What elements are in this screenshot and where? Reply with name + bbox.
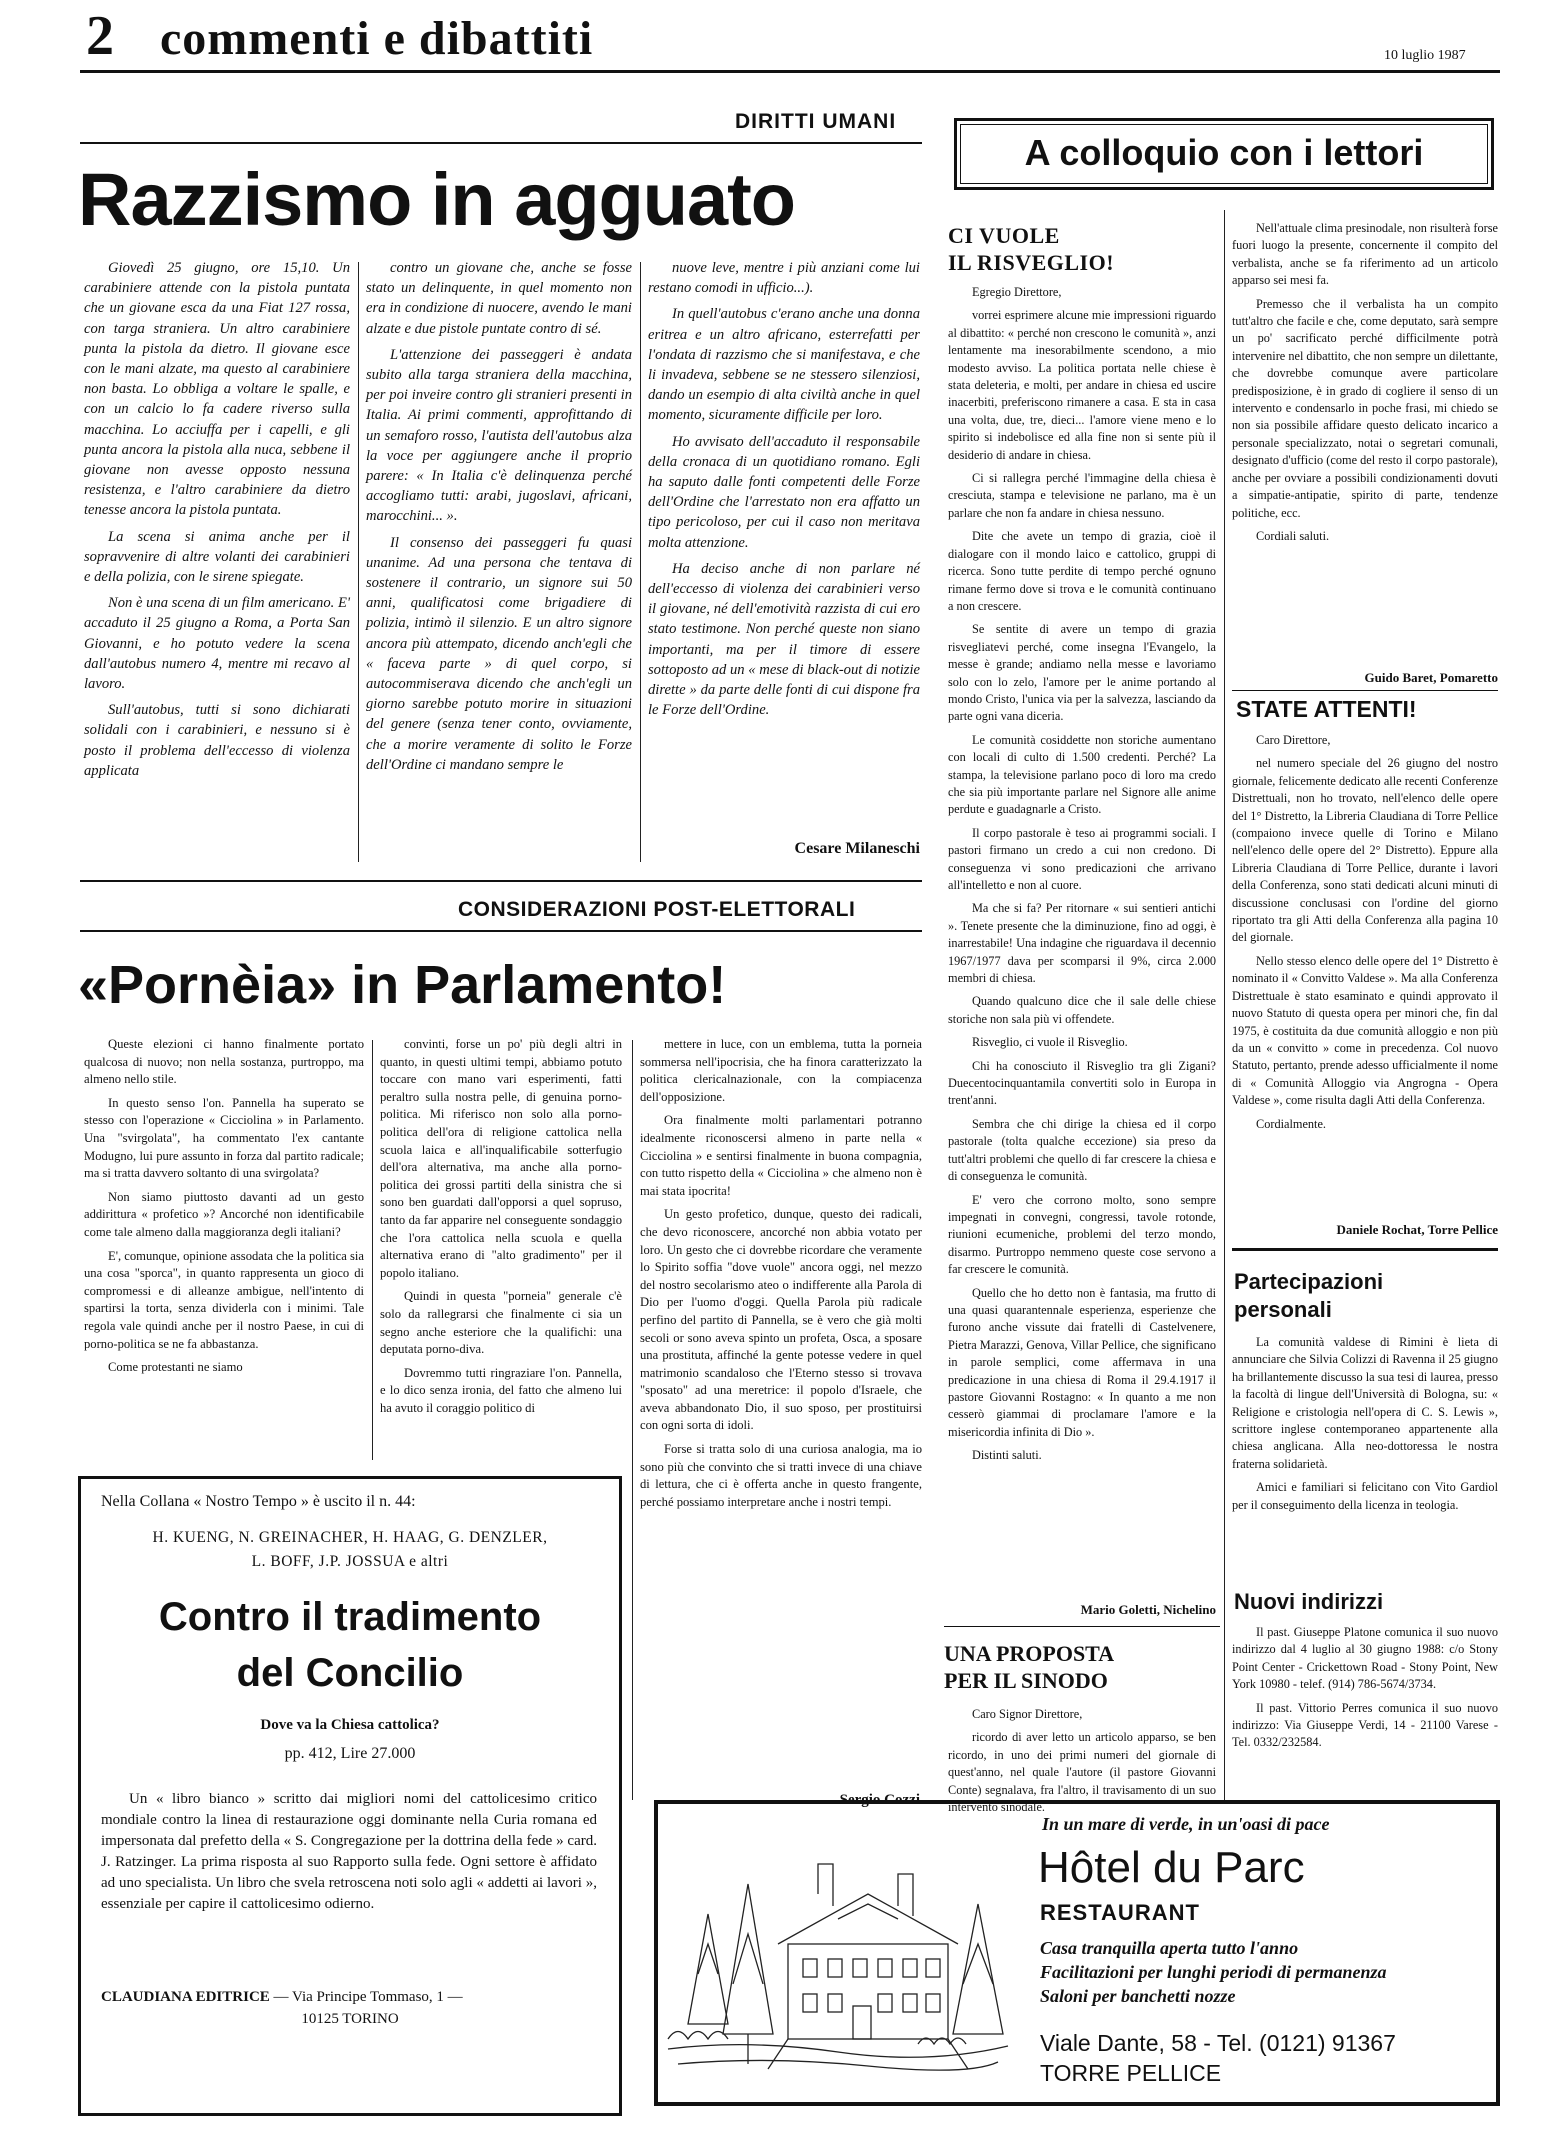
letters-box-title: A colloquio con i lettori — [1024, 132, 1424, 173]
article2-signature: Sergio Cozzi — [839, 1792, 920, 1808]
paragraph: Giovedì 25 giugno, ore 15,10. Un carabiniere attende con la pistola puntata che un giovane esca da una Fiat 127 rossa, con targa straniera. Un altro carabiniere punta la pistola da dietro. Il giovane esce con le mani alzate, ma questo al carabiniere non basta. Lo obbliga a voltare le spalle, e con un calcio lo fa cadere riverso sulla macchina. Lo acciuffa per i capelli, e gli punta ancora la pistola alla nuca, sebbene il giovane non avesse opposto nessuna resistenza, e l'altro carabiniere da dietro tenesse ancora la pistola puntata. — [84, 260, 350, 519]
book-ad-subtitle: Dove va la Chiesa cattolica? — [260, 1717, 440, 1733]
book-ad-body: Un « libro bianco » scritto dai migliori nomi del cattolicesimo critico mondiale contro la linea di restaurazione oggi dominante nella Curia romana ed impersonata dal prefetto della « S. Congregazione per la dottrina della fede » card. J. Ratzinger. La prima risposta al suo Rapporto sulla fede. Ogni settore è affidato ad uno specialista. Un libro che svela retroscena noti solo agli « addetti ai lavori », essenziale per capire il cattolicesimo odierno. — [101, 1791, 597, 1912]
paragraph: Le comunità cosiddette non storiche aumentano con locali di culto di 1.500 credenti. Perché? La stampa, la televisione parlano poco di loro ma credo che sia più importante parlare nel Signore alle anime perdute e guadagnarle a Cristo. — [948, 732, 1216, 817]
partecipazioni-body — [1232, 1334, 1498, 1580]
paragraph: Amici e familiari si felicitano con Vito Gardiol per il conseguimento della licenza in teologia. — [1232, 1480, 1498, 1512]
column-divider — [632, 1040, 633, 1800]
paragraph: Caro Signor Direttore, — [972, 1707, 1083, 1721]
indirizzi-title: Nuovi indirizzi — [1234, 1589, 1384, 1614]
article2-column-1 — [84, 1036, 364, 1466]
paragraph: ricordo di aver letto un articolo apparso, se ben ricordo, in uno dei primi numeri del giornale di quest'anno, nel quale l'autore (il pastore Giovanni Conte) segnalava, fra l'altro, il travisamento di un suo intervento sinodale. — [948, 1730, 1216, 1815]
article2-title: «Pornèia» in Parlamento! — [78, 955, 727, 1015]
paragraph: Il consenso dei passeggeri fu quasi unanime. Ad una persona che tentava di sostenere il contrario, un signore sui 50 anni, qualificatosi come brigadiere di polizia, intimò il silenzio. E un altro signore ancora più attempato, dicendo anch'egli che « faceva parte » di quel corpo, si autocommiserava dicendo che anch'egli un giorno sarebbe potuto morire in situazioni del genere (senza tener conto, ovviamente, che a morire veramente di solito le Forze dell'Ordine ci mandano sempre le — [366, 534, 632, 773]
paragraph: Ha deciso anche di non parlare né dell'eccesso di violenza dei carabinieri verso il giovane, né dell'emotività razzista di cui ero stato testimone. Non perché queste non siano importanti, ma per il timore di essere sottoposto ad un « mese di black-out di notizie dirette » da parte delle fonti di cui dispone fra le Forze dell'Ordine. — [648, 560, 920, 719]
paragraph: Distinti saluti. — [972, 1448, 1042, 1463]
letters-section-header — [954, 118, 1494, 190]
paragraph: Chi ha conosciuto il Risveglio tra gli Zigani? Duecentocinquantamila convertiti solo in Europa in trent'anni. — [948, 1058, 1216, 1108]
paragraph: Queste elezioni ci hanno finalmente portato qualcosa di nuovo; non nella sostanza, purtroppo, ma almeno nello stile. — [84, 1037, 364, 1087]
paragraph: Sull'autobus, tutti si sono dichiarati solidali con i carabinieri, e nessuno si è posto il problema dell'eccesso di violenza applicata — [84, 702, 350, 779]
paragraph: Dovremmo tutti ringraziare l'on. Pannella, e lo dico senza ironia, del fatto che almeno lui ha avuto il coraggio politico di — [380, 1365, 622, 1415]
paragraph: Un gesto profetico, dunque, questo dei radicali, che devo riconoscere, ancorché non abbia votato per loro. Un gesto che ci dovrebbe ricordare che veramente lo Spirito soffia "dove vuole" ancora oggi, nel mezzo del nostro secolarismo ateo o indifferente alla Parola di Dio per l'uomo d'oggi. Quella Parola più radicale perfino del partito di Pannella, se è vero che già molti secoli or sono aveva spinto un profeta, Osca, a sposare una prostituta, affinché la gente potesse vedere in quel matrimonio scandaloso che l'Eterno stesso si trovava "sposato" ad una meretrice: il popolo d'Israele, che aveva abbandonato Dio, il suo sposo, per prostituirsi con ogni sorta di idoli. — [640, 1207, 922, 1433]
paragraph: Il past. Giuseppe Platone comunica il suo nuovo indirizzo dal 4 luglio al 30 giugno 1988: c/o Stony Point Center - Crickettown Road - Stony Point, New York 10980 - telef. (914) 786-5674/3734. — [1232, 1625, 1498, 1692]
column-divider — [372, 1040, 373, 1460]
book-ad-price: pp. 412, Lire 27.000 — [284, 1745, 416, 1762]
partecipazioni-title-line: Partecipazioni — [1234, 1269, 1384, 1294]
paragraph: Egregio Direttore, — [972, 285, 1062, 299]
article1-column-2 — [366, 258, 632, 863]
column-divider — [1224, 210, 1225, 1800]
book-ad-intro: Nella Collana « Nostro Tempo » è uscito il n. 44: — [101, 1493, 416, 1510]
article1-title: Razzismo in agguato — [78, 158, 795, 241]
letter2-signature: Guido Baret, Pomaretto — [1364, 670, 1498, 685]
letter1-title — [948, 222, 1114, 276]
paragraph: Ma che si fa? Per ritornare « sui sentieri antichi ». Tenete presente che la diminuzione, fino ad oggi, è inarrestabile! Una indagine che riguardava il decennio 1967/1977 dava per scomparsi il 9%, circa 2.000 membri di chiesa. — [948, 901, 1216, 986]
article1-column-1 — [84, 258, 350, 863]
paragraph: contro un giovane che, anche se fosse stato un delinquente, in quel momento non era in condizione di nuocere, avendo le mani alzate e due pistole puntate contro di sé. — [366, 260, 632, 337]
letter3-end-rule — [1232, 1248, 1498, 1251]
partecipazioni-title — [1234, 1268, 1383, 1324]
paragraph: L'attenzione dei passeggeri è andata subito alla targa straniera della macchina, per poi inveire contro gli stranieri presenti in Italia. Ai primi commenti, approfittando di un semaforo rosso, l'autista dell'autobus alza la voce per aggiungere anche il proprio parere: « In Italia c'è delinquenza perché accogliamo tutti: arabi, jugoslavi, africani, marocchini... ». — [366, 346, 632, 525]
paragraph: nuove leve, mentre i più anziani come lui restano comodi in ufficio...). — [648, 260, 920, 297]
article1-kicker: DIRITTI UMANI — [735, 110, 897, 133]
letter2-body-part2 — [1232, 220, 1498, 640]
hotel-illustration — [668, 1824, 1008, 2074]
book-advertisement — [78, 1476, 622, 2116]
hotel-restaurant: RESTAURANT — [1040, 1900, 1200, 1925]
paragraph: nel numero speciale del 26 giugno del nostro giornale, felicemente dedicato alle recenti Conferenze Distrettuali, non ho trovato, nell'elenco delle opere del 1° Distretto, la Libreria Claudiana di Torre Pellice (compaiono invece quelle di Torino e Milano nell'elenco delle opere del 2° Distretto). Eppure alla Libreria Claudiana di Torre Pellice, durante i lavori della Conferenza, sono stati dedicati alcuni minuti di discussione conclusasi con l'ordine del giorno riportato tra gli Atti della Conferenza alla pagina 10 del giornale. — [1232, 756, 1498, 945]
letter3-body — [1232, 732, 1498, 1228]
paragraph: La scena si anima anche per il sopravvenire di altre volanti dei carabinieri e della polizia, con le sirene spiegate. — [84, 528, 350, 586]
hotel-tagline: In un mare di verde, in un'oasi di pace — [1042, 1814, 1330, 1834]
paragraph: Ho avvisato dell'accaduto il responsabile della cronaca di un quotidiano romano. Egli ha saputo dalle fonti competenti delle Forze dell'Ordine che l'arrestato non era affatto un tipo pericoloso, per cui il caso non meritava molta attenzione. — [648, 433, 920, 551]
paragraph: convinti, forse un po' più degli altri in quanto, in questi ultimi tempi, abbiamo potuto toccare con mano vari esperimenti, fatti peraltro sulla nostra pelle, di genuina porno-politica. Mi riferisco non solo alla porno-politica dell'ora di religione cattolica nella scuola laica e all'inqualificabile sotterfugio dell'ora alternativa, ma anche alla porno-politica dei grossi partiti della sinistra che si sono ben guardati dall'opporsi a quel sopruso, tanto da far apparire nel conseguente sondaggio che l'ora cattolica nella scuola e quella alternativa erano di "alto gradimento" per il popolo italiano. — [380, 1037, 622, 1280]
paragraph: Sembra che chi dirige la chiesa ed il corpo pastorale (tolta qualche eccezione) sia preso da tutt'altri problemi che quello di far crescere la chiesa e di conseguenza le comunità. — [948, 1116, 1216, 1184]
paragraph: Quello che ho detto non è fantasia, ma frutto di una quasi quarantennale esperienza, esperienze che furono anche vissute dai fratelli di Castelvenere, Pietra Marazzi, Genova, Villar Pellice, che significano in parole semplici, come affermava in una predicazione in una chiesa di Roma il 29.4.1917 il pastore Giovanni Rostagno: « In quanto a me non cesserò giammai di proclamare l'amore e la misericordia infinita di Dio ». — [948, 1285, 1216, 1439]
book-ad-publisher: CLAUDIANA EDITRICE — [101, 1989, 270, 2005]
paragraph: Nell'attuale clima presinodale, non risulterà forse fuori luogo la presente, concernente il compito del verbalista, anche se fa riferimento ad un articolo apparso sei mesi fa. — [1232, 221, 1498, 288]
article2-column-3 — [640, 1036, 922, 1804]
paragraph: Ora finalmente molti parlamentari potranno idealmente riconoscersi almeno in parte nella « Cicciolina » e sentirsi finalmente in buona compagnia, con tutto rispetto della « Cicciolina » che almeno non è mai stata ipocrita! — [640, 1113, 922, 1198]
paragraph: Cordiali saluti. — [1256, 528, 1330, 543]
column-divider — [358, 262, 359, 862]
article1-kicker-rule — [80, 142, 922, 144]
paragraph: E' vero che corrono molto, sono sempre impegnati in convegni, congressi, tavole rotonde, riunioni ecumeniche, problemi del terzo mondo, disarmo. Purtroppo nemmeno queste cose servono a far crescere le comunità. — [948, 1192, 1216, 1277]
paragraph: Forse si tratta solo di una curiosa analogia, ma io sono più che convinto che si tratti invece di una chiave di lettura, che ci è offerta anche in questo frangente, perché possiamo interpretare anche i nostri tempi. — [640, 1442, 922, 1509]
letter1-title-line: CI VUOLE — [948, 223, 1060, 248]
paragraph: Non siamo piuttosto davanti ad un gesto addirittura « profetico »? Ancorché non identificabile come tale almeno dalla maggioranza degli italiani? — [84, 1189, 364, 1239]
paragraph: vorrei esprimere alcune mie impressioni riguardo al dibattito: « perché non crescono le comunità », anzi lentamente ma inesorabilmente scendono, a mio modesto avviso. La politica portata nelle chiese è stata deleteria, e molti, per andare in chiesa ed uscire inacerbiti, preferiscono rimanere a casa. E sta in casa una volta, due, tre, dieci... l'amore viene meno e lo spirito si indebolisce ed alla fine non si sente più il desiderio di andare in chiesa. — [948, 308, 1216, 462]
letter1-body — [948, 284, 1216, 1600]
paragraph: Se sentite di avere un tempo di grazia risvegliatevi perché, come insegna l'Evangelo, la messe è grande; andiamo nella messe e lavoriamo solo con lo zelo, l'amore per le anime portando al mondo Cristo, l'unica via per la salvezza, lasciando da parte ogni vana diceria. — [948, 622, 1216, 724]
paragraph: Quindi in questa "porneia" generale c'è solo da rallegrarsi che finalmente ci sia un segno anche esteriore che la qualifichi: una deputata porno-diva. — [380, 1289, 622, 1357]
hotel-name: Hôtel du Parc — [1038, 1843, 1305, 1892]
article1-column-3 — [648, 258, 920, 836]
article1-end-rule — [80, 880, 922, 882]
paragraph: Il past. Vittorio Perres comunica il suo nuovo indirizzo: Via Giuseppe Verdi, 14 - 21100 Varese - Tel. 0332/232584. — [1232, 1700, 1498, 1750]
book-ad-authors: H. KUENG, N. GREINACHER, H. HAAG, G. DENZLER, — [152, 1529, 548, 1546]
hotel-feature: Facilitazioni per lunghi periodi di permanenza — [1040, 1962, 1387, 1982]
letter3-title: STATE ATTENTI! — [1236, 696, 1417, 722]
paragraph: Cordialmente. — [1256, 1116, 1327, 1131]
paragraph: Come protestanti ne siamo — [108, 1360, 243, 1375]
hotel-feature: Casa tranquilla aperta tutto l'anno — [1040, 1938, 1299, 1958]
paragraph: In quell'autobus c'erano anche una donna eritrea e un altro africano, esterrefatti per l'ondata di razzismo che si manifestava, e che li invadeva, sebbene se ne stessero silenziosi, dando un esempio di alta civiltà anche in quel momento, sicuramente difficile per loro. — [648, 306, 920, 424]
paragraph: Ci si rallegra perché l'immagine della chiesa è cresciuta, stampa e televisione ne parlano, ma è un parlare che non fa andare in chiesa nessuno. — [948, 471, 1216, 520]
book-ad-title: Contro il tradimento — [158, 1595, 542, 1639]
book-ad-authors: L. BOFF, J.P. JOSSUA e altri — [251, 1553, 449, 1570]
book-ad-publisher-line — [101, 1989, 601, 2006]
paragraph: Il corpo pastorale è teso ai programmi sociali. I pastori firmano un credo a cui non credono. Di conseguenza vi sono predicazioni che arrivano all'intelletto e non al cuore. — [948, 825, 1216, 892]
page-number: 2 — [86, 5, 114, 67]
section-title: commenti e dibattiti — [160, 12, 594, 65]
article2-column-2 — [380, 1036, 622, 1466]
paragraph: Caro Direttore, — [1256, 733, 1331, 747]
article1-signature: Cesare Milaneschi — [794, 840, 920, 857]
paragraph: Non è una scena di un film americano. E' accaduto il 25 giugno a Roma, a Porta San Giovanni, e ho potuto vedere la scena dall'autobus numero 4, mentre mi recavo al lavoro. — [84, 595, 350, 693]
letter1-end-rule — [944, 1626, 1220, 1627]
paragraph: In questo senso l'on. Pannella ha superato se stesso con l'operazione « Cicciolina » in Parlamento. Una "svirgolata", ha commentato l'ex cantante Modugno, lui pure assunto in forza dal partito radicale; ma si tratta davvero soltanto di una svirgolata? — [84, 1095, 364, 1181]
paragraph: Risveglio, ci vuole il Risveglio. — [972, 1035, 1128, 1050]
article2-kicker-rule — [80, 930, 922, 932]
paragraph: Dite che avete un tempo di grazia, cioè il dialogare con il mondo laico e cattolico, gruppi di ricerca. Sono tutte perdite di tempo perché ognuno rimane fermo dove si trova e le comunità continuano a non crescere. — [948, 529, 1216, 613]
hotel-feature: Saloni per banchetti nozze — [1040, 1986, 1236, 2006]
paragraph: E', comunque, opinione assodata che la politica sia una cosa "sporca", in quanto rappresenta un gioco di compromessi e di alleanze ambigue, nell'intento di spartirsi la torta, senza dividerla con i minimi. Tale regola vale quindi anche per il nostro Paese, in cui di porno-politica se ne fa abbastanza. — [84, 1248, 364, 1351]
paragraph: Premesso che il verbalista ha un compito tutt'altro che facile e che, come deputato, sarà sempre un po' sacrificato perché difficilmente potrà intervenire nel dibattito, che non sempre un dilettante, che dovrebbe comunque avere particolare predisposizione, è in grado di cogliere il senso di un intervento e condensarlo in poche frasi, mi chiedo se non sia possibile affidare questo delicato incarico a personale specializzato, notai o segretari comunali, designato d'ufficio (come del resto il corpo pastorale), anche per ovviare a possibili condizionamenti dovuti a simpatie-antipatie, spirito di parte, tendenze politiche, ecc. — [1232, 296, 1499, 520]
book-ad-address: — Via Principe Tommaso, 1 — — [273, 1989, 463, 2005]
letter2-title — [944, 1640, 1114, 1694]
issue-date: 10 luglio 1987 — [1384, 48, 1466, 63]
paragraph: mettere in luce, con un emblema, tutta la porneia sommersa nell'ipocrisia, che ha finora caratterizzato la politica clericalnazionale, con la compiacenza dell'opposizione. — [640, 1037, 922, 1104]
hotel-city: TORRE PELLICE — [1040, 2060, 1222, 2086]
paragraph: Nello stesso elenco delle opere del 1° Distretto è nominato il « Convitto Valdese ». Ma alla Conferenza Distrettuale è stato esaminato e quindi approvato il nuovo Statuto di questa opera per minori che, fin dal 1975, è costituita da due comunità alloggio e non più da un « convitto » come in precedenza. Col nuovo Statuto, pertanto, prende adesso ufficialmente il nome di « Comunità Alloggio via Angrogna - Opera Valdese », come risulta dagli Atti della Conferenza. — [1232, 953, 1498, 1108]
masthead-rule — [80, 70, 1500, 73]
paragraph: Quando qualcuno dice che il sale delle chiese storiche non sala più vi offendete. — [948, 994, 1216, 1026]
letter2-title-line: PER IL SINODO — [944, 1668, 1108, 1693]
letter2-title-line: UNA PROPOSTA — [944, 1641, 1115, 1666]
letter2-body-part1 — [948, 1706, 1216, 1815]
book-ad-title: del Concilio — [236, 1651, 464, 1695]
column-divider — [640, 262, 641, 862]
paragraph: La comunità valdese di Rimini è lieta di annunciare che Silvia Colizzi di Ravenna il 25 giugno ha brillantemente discusso la sua tesi di laurea, presso la facoltà di lingue dell'Università di Bologna, su: « Religione e cristologia nell'opera di C. S. Lewis », scrittore inglese contemporaneo appartenente alla chiesa anglicana. Alla neo-dottoressa le nostra fraterna solidarietà. — [1232, 1335, 1498, 1471]
indirizzi-body — [1232, 1624, 1498, 1792]
article2-kicker: CONSIDERAZIONI POST-ELETTORALI — [458, 898, 856, 921]
letter1-signature: Mario Goletti, Nichelino — [1080, 1602, 1216, 1617]
letter2-end-rule — [1232, 690, 1498, 691]
hotel-advertisement — [654, 1800, 1500, 2106]
book-ad-city: 10125 TORINO — [301, 2011, 399, 2027]
hotel-address: Viale Dante, 58 - Tel. (0121) 91367 — [1040, 2030, 1396, 2056]
letter1-title-line: IL RISVEGLIO! — [948, 250, 1115, 275]
letter3-signature: Daniele Rochat, Torre Pellice — [1336, 1222, 1498, 1237]
partecipazioni-title-line: personali — [1234, 1297, 1332, 1322]
